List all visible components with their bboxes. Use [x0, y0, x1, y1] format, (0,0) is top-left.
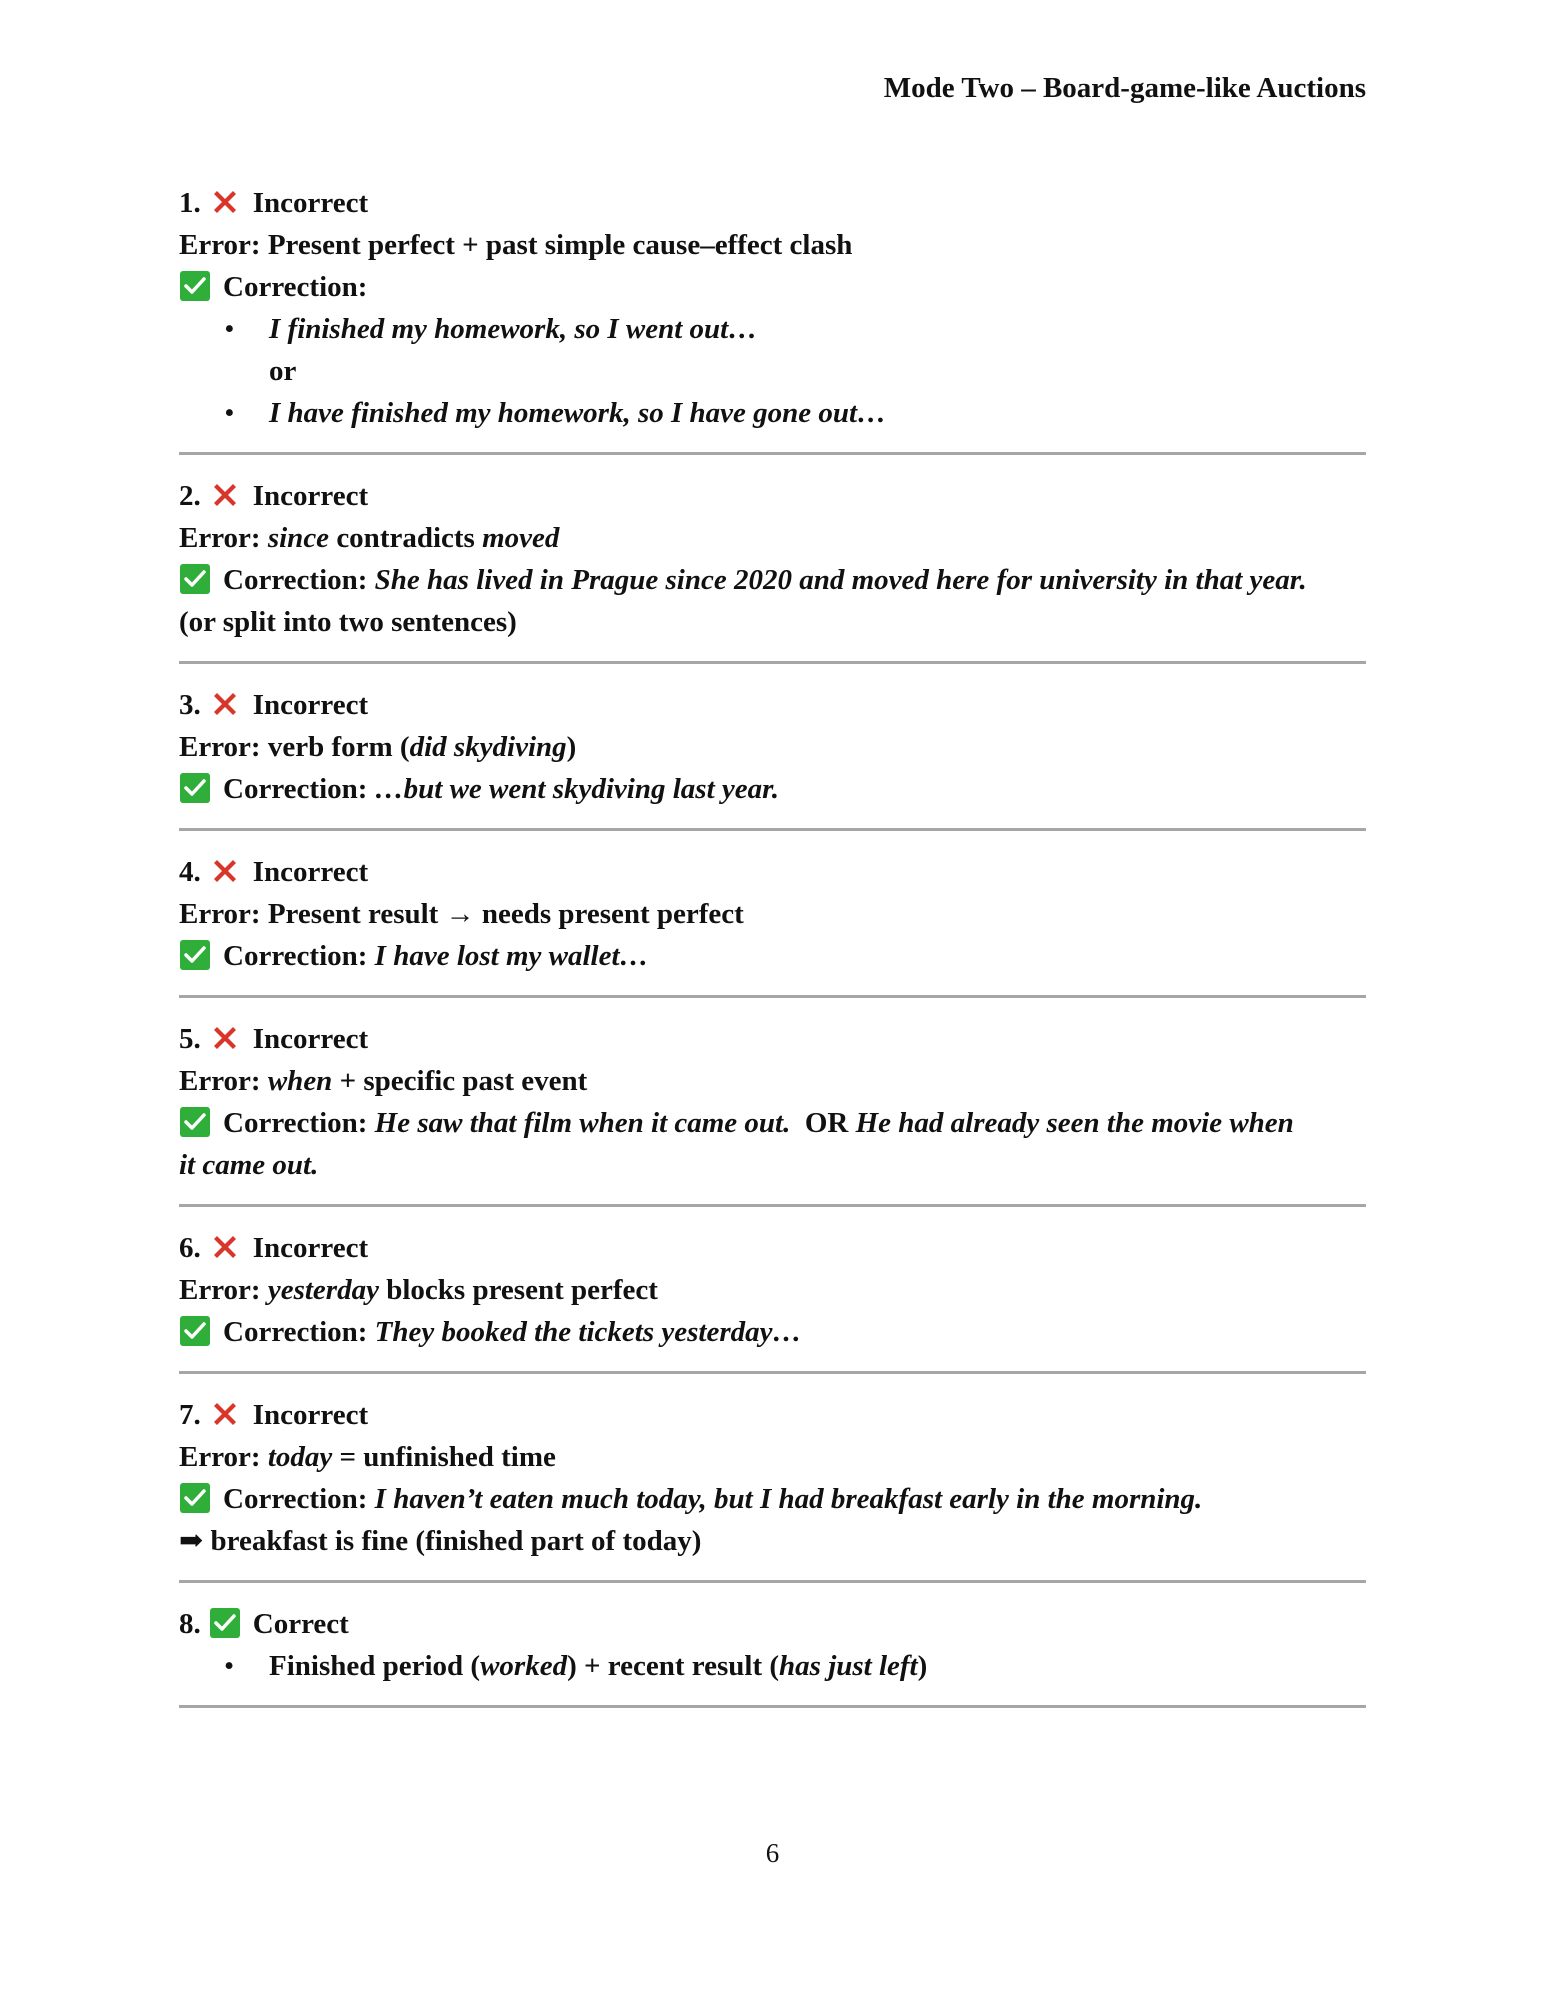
correction-text: He had already seen the movie when — [855, 1107, 1294, 1139]
error-text: ) — [566, 731, 577, 763]
correction-text: She has lived in Prague since 2020 and moved here for university in that year. — [374, 564, 1307, 596]
item-heading — [179, 1394, 1366, 1436]
explanation-text: ) — [917, 1650, 928, 1682]
correction-line — [179, 768, 1366, 810]
note-text: ➡ breakfast is fine (finished part of today) — [179, 1525, 702, 1557]
check-mark-icon — [179, 772, 211, 804]
list-item: • I have finished my homework, so I have gone out… — [269, 392, 1366, 434]
status-label: Incorrect — [252, 480, 369, 512]
correction-line — [179, 1311, 1366, 1353]
list-item — [269, 1645, 1366, 1687]
explanation-keyword: has just left — [779, 1650, 918, 1682]
error-keyword: yesterday — [267, 1274, 379, 1306]
correction-label: Correction: — [223, 564, 368, 596]
note-text: (or split into two sentences) — [179, 606, 517, 638]
correction-label: Correction: — [223, 773, 368, 805]
or-conjunction: OR — [804, 1107, 849, 1139]
answer-item-4 — [179, 851, 1366, 977]
page-header-title: Mode Two – Board-game-like Auctions — [883, 72, 1366, 104]
correction-line — [179, 1102, 1366, 1144]
explanation-text: ) + recent result ( — [567, 1650, 780, 1682]
list-item: • I finished my homework, so I went out… — [269, 308, 1366, 350]
check-mark-icon — [179, 563, 211, 595]
divider — [179, 1705, 1366, 1708]
answer-item-8 — [179, 1603, 1366, 1687]
error-line — [179, 1060, 1366, 1102]
item-number: 8. — [179, 1608, 201, 1640]
error-label: Error: — [179, 229, 261, 261]
error-text: contradicts — [329, 522, 483, 554]
answer-item-6 — [179, 1227, 1366, 1353]
correction-text: They booked the tickets yesterday… — [374, 1316, 802, 1348]
error-line — [179, 893, 1366, 935]
cross-mark-icon — [209, 1022, 241, 1054]
error-label: Error: — [179, 1065, 261, 1097]
status-label: Correct — [252, 1608, 349, 1640]
cross-mark-icon — [209, 1398, 241, 1430]
error-text: Present perfect + past simple cause–effect clash — [267, 229, 853, 261]
explanation-list — [179, 1645, 1366, 1687]
error-label: Error: — [179, 731, 261, 763]
item-heading — [179, 475, 1366, 517]
correction-text: …but we went skydiving last year. — [374, 773, 780, 805]
error-label: Error: — [179, 1274, 261, 1306]
or-text: or — [269, 355, 297, 387]
correction-text-continued: it came out. — [179, 1149, 319, 1181]
status-label: Incorrect — [252, 1023, 369, 1055]
correction-label: Correction: — [223, 1107, 368, 1139]
item-number: 1. — [179, 187, 201, 219]
item-heading — [179, 182, 1366, 224]
item-heading — [179, 1227, 1366, 1269]
status-label: Incorrect — [252, 689, 369, 721]
page-number: 6 — [765, 1838, 780, 1868]
answer-item-3 — [179, 684, 1366, 810]
cross-mark-icon — [209, 688, 241, 720]
item-number: 6. — [179, 1232, 201, 1264]
item-heading — [179, 851, 1366, 893]
cross-mark-icon — [209, 855, 241, 887]
item-number: 7. — [179, 1399, 201, 1431]
error-text: blocks present perfect — [378, 1274, 658, 1306]
divider — [179, 828, 1366, 831]
item-number: 2. — [179, 480, 201, 512]
divider — [179, 995, 1366, 998]
answer-item-1 — [179, 182, 1366, 434]
correction-label: Correction: — [223, 271, 368, 303]
check-mark-icon — [179, 939, 211, 971]
answer-item-2 — [179, 475, 1366, 643]
correction-label: Correction: — [223, 940, 368, 972]
check-mark-icon — [179, 270, 211, 302]
correction-list — [179, 308, 1366, 350]
status-label: Incorrect — [252, 187, 369, 219]
check-mark-icon — [179, 1315, 211, 1347]
error-line — [179, 224, 1366, 266]
item-number: 4. — [179, 856, 201, 888]
cross-mark-icon — [209, 186, 241, 218]
error-text: + specific past event — [332, 1065, 588, 1097]
cross-mark-icon — [209, 1231, 241, 1263]
error-line — [179, 1269, 1366, 1311]
correction-label: Correction: — [223, 1483, 368, 1515]
error-line — [179, 1436, 1366, 1478]
explanation-text: Finished period ( — [269, 1650, 481, 1682]
error-keyword: did skydiving — [409, 731, 567, 763]
item-number: 3. — [179, 689, 201, 721]
item-heading — [179, 1603, 1366, 1645]
correction-list — [179, 392, 1366, 434]
divider — [179, 661, 1366, 664]
cross-mark-icon — [209, 479, 241, 511]
status-label: Incorrect — [252, 1232, 369, 1264]
answer-item-5 — [179, 1018, 1366, 1186]
explanation-keyword: worked — [480, 1650, 568, 1682]
error-text: verb form ( — [267, 731, 410, 763]
error-text: = unfinished time — [332, 1441, 556, 1473]
answer-key — [179, 182, 1366, 1728]
error-text: Present result → needs present perfect — [267, 898, 744, 930]
error-label: Error: — [179, 898, 261, 930]
item-heading — [179, 684, 1366, 726]
correction-text: He saw that film when it came out. — [374, 1107, 791, 1139]
error-line — [179, 726, 1366, 768]
correction-text: I haven’t eaten much today, but I had breakfast early in the morning. — [374, 1483, 1203, 1515]
correction-label: Correction: — [223, 1316, 368, 1348]
item-number: 5. — [179, 1023, 201, 1055]
check-mark-icon — [209, 1607, 241, 1639]
divider — [179, 1204, 1366, 1207]
error-label: Error: — [179, 522, 261, 554]
divider — [179, 452, 1366, 455]
correction-line — [179, 559, 1366, 601]
error-line — [179, 517, 1366, 559]
correction-line — [179, 266, 1366, 308]
error-keyword: when — [267, 1065, 333, 1097]
divider — [179, 1580, 1366, 1583]
divider — [179, 1371, 1366, 1374]
error-keyword: moved — [482, 522, 560, 554]
check-mark-icon — [179, 1106, 211, 1138]
item-heading — [179, 1018, 1366, 1060]
error-keyword: today — [267, 1441, 333, 1473]
answer-item-7 — [179, 1394, 1366, 1562]
correction-text: I have lost my wallet… — [374, 940, 649, 972]
status-label: Incorrect — [252, 1399, 369, 1431]
status-label: Incorrect — [252, 856, 369, 888]
error-keyword: since — [267, 522, 330, 554]
correction-line — [179, 1478, 1366, 1520]
correction-line — [179, 935, 1366, 977]
error-label: Error: — [179, 1441, 261, 1473]
check-mark-icon — [179, 1482, 211, 1514]
